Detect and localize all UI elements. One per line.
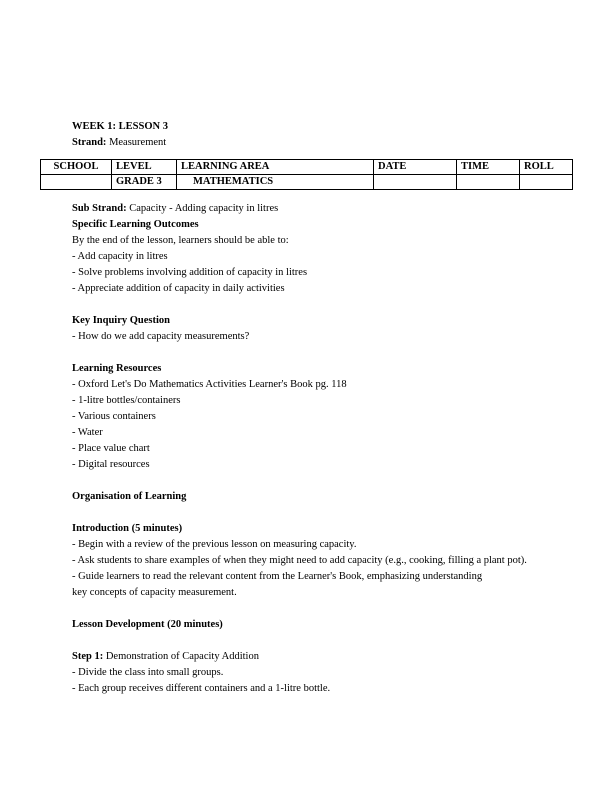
section-heading: Organisation of Learning bbox=[72, 491, 187, 502]
table-cell bbox=[374, 175, 457, 190]
table-header-cell: ROLL bbox=[520, 160, 573, 175]
sub-strand-label: Sub Strand: bbox=[72, 203, 127, 214]
list-item: - Various containers bbox=[72, 411, 156, 422]
list-item: - Ask students to share examples of when they might need to add capacity (e.g., cooking, filling a plant pot). bbox=[72, 555, 527, 566]
lesson-header bbox=[72, 119, 552, 151]
step-label: Step 1: bbox=[72, 651, 104, 662]
lesson-body bbox=[72, 201, 552, 697]
list-item: - Each group receives different containers and a 1-litre bottle. bbox=[72, 683, 331, 694]
week-lesson-title: WEEK 1: LESSON 3 bbox=[72, 121, 168, 132]
table-header-cell: LEVEL bbox=[112, 160, 177, 175]
table-header-cell: LEARNING AREA bbox=[177, 160, 374, 175]
table-header-row bbox=[41, 160, 573, 175]
outcomes-intro: By the end of the lesson, learners should be able to: bbox=[72, 235, 289, 246]
strand-label: Strand: bbox=[72, 137, 107, 148]
list-item: - Appreciate addition of capacity in daily activities bbox=[72, 283, 285, 294]
table-cell: MATHEMATICS bbox=[177, 175, 374, 190]
section-heading: Lesson Development (20 minutes) bbox=[72, 619, 223, 630]
section-heading: Specific Learning Outcomes bbox=[72, 219, 199, 230]
lesson-info-table bbox=[40, 159, 573, 190]
section-heading: Key Inquiry Question bbox=[72, 315, 171, 326]
list-item: - 1-litre bottles/containers bbox=[72, 395, 181, 406]
section-heading: Introduction (5 minutes) bbox=[72, 523, 183, 534]
table-cell: GRADE 3 bbox=[112, 175, 177, 190]
list-item: - Oxford Let's Do Mathematics Activities Learner's Book pg. 118 bbox=[72, 379, 347, 390]
table-cell bbox=[457, 175, 520, 190]
step-value: Demonstration of Capacity Addition bbox=[105, 651, 259, 662]
table-header-cell: SCHOOL bbox=[41, 160, 112, 175]
table-header-cell: DATE bbox=[374, 160, 457, 175]
list-item: - Guide learners to read the relevant content from the Learner's Book, emphasizing understanding key concepts of capacity measurement. bbox=[72, 571, 483, 598]
step-line bbox=[72, 649, 552, 665]
sub-strand-line bbox=[72, 201, 552, 217]
table-cell bbox=[41, 175, 112, 190]
list-item: - Add capacity in litres bbox=[72, 251, 168, 262]
list-item: - Divide the class into small groups. bbox=[72, 667, 224, 678]
table-row bbox=[41, 175, 573, 190]
strand-line bbox=[72, 135, 552, 151]
list-item: - Begin with a review of the previous lesson on measuring capacity. bbox=[72, 539, 357, 550]
sub-strand-value: Capacity - Adding capacity in litres bbox=[129, 203, 279, 214]
table-cell bbox=[520, 175, 573, 190]
list-item: - Solve problems involving addition of capacity in litres bbox=[72, 267, 308, 278]
list-item: - Water bbox=[72, 427, 103, 438]
list-item: - How do we add capacity measurements? bbox=[72, 331, 250, 342]
strand-value: Measurement bbox=[109, 137, 167, 148]
list-item: - Place value chart bbox=[72, 443, 150, 454]
list-item: - Digital resources bbox=[72, 459, 150, 470]
table-header-cell: TIME bbox=[457, 160, 520, 175]
section-heading: Learning Resources bbox=[72, 363, 162, 374]
